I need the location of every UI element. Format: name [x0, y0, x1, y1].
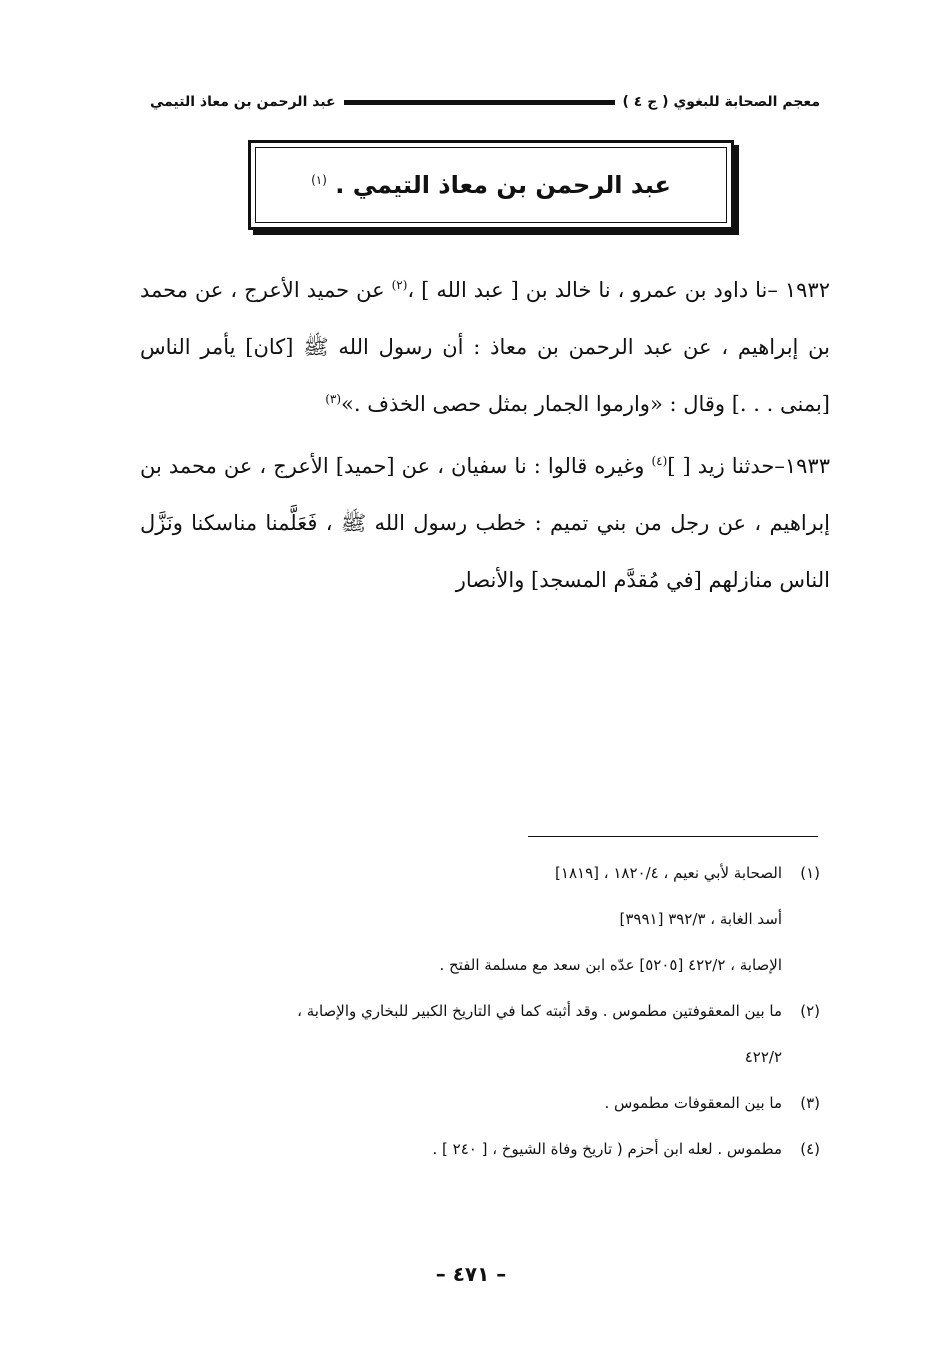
- header-section: عبد الرحمن بن معاذ التيمي: [150, 94, 336, 110]
- footnote-text: الصحابة لأبي نعيم ، ١٨٢٠/٤ ، [١٨١٩]: [555, 864, 782, 882]
- footnote-text: أسد الغابة ، ٣٩٢/٣ [٣٩٩١]: [619, 910, 782, 928]
- footnotes: [96, 850, 820, 1172]
- footnote-rule: [528, 836, 818, 837]
- section-title-box: [248, 140, 734, 230]
- footnote-text: مطموس . لعله ابن أحزم ( تاريخ وفاة الشيوخ ، [ ٢٤٠ ] .: [432, 1140, 782, 1158]
- footnote-text: ما بين المعقوفات مطموس .: [604, 1094, 782, 1112]
- footnote-line: [96, 942, 820, 988]
- footnote-ref-2: (٢): [391, 278, 408, 292]
- hadith-1933: [140, 438, 830, 609]
- page-number: – ٤٧١ –: [435, 1262, 507, 1286]
- footnote-text: الإصابة ، ٤٢٢/٢ [٥٢٠٥] عدّه ابن سعد مع مسلمة الفتح .: [439, 956, 782, 974]
- footnote-number: (٤): [800, 1140, 820, 1158]
- section-title: [311, 171, 671, 199]
- header-book: معجم الصحابة للبغوي: [673, 94, 820, 110]
- footnote-text: ٤٢٢/٢: [744, 1048, 782, 1066]
- header-volume: ( ج ٤ ): [622, 94, 669, 110]
- running-header: [150, 90, 820, 114]
- footnote-line: [96, 988, 820, 1034]
- footnote-ref-3: (٣): [325, 392, 342, 406]
- section-title-note-ref: (١): [311, 173, 327, 187]
- hadith-body: [140, 262, 830, 609]
- hadith-1933-text-b: وغيره قالوا : نا سفيان ، عن [حميد] الأعرج ، عن محمد بن إبراهيم ، عن رجل من بني تميم : خطب رسول الله ﷺ ، فَعَلَّمنا مناسكنا ونَزَّل الناس منازلهم [في مُقدَّم المسجد] والأنصار: [140, 454, 830, 592]
- footnote-line: [96, 1126, 820, 1172]
- footnote-line: [96, 1080, 820, 1126]
- hadith-1932-text-a: ١٩٣٢ –نا داود بن عمرو ، نا خالد بن [ عبد الله ] ،: [407, 278, 830, 302]
- hadith-1932: [140, 262, 830, 433]
- footnote-ref-4: (٤): [651, 454, 668, 468]
- footnote-number: (١): [800, 864, 820, 882]
- section-title-text: عبد الرحمن بن معاذ التيمي .: [335, 171, 671, 199]
- footnote-number: (٣): [800, 1094, 820, 1112]
- footnote-number: (٢): [800, 1002, 820, 1020]
- hadith-1932-text-b: عن حميد الأعرج ، عن محمد بن إبراهيم ، عن عبد الرحمن بن معاذ : أن رسول الله ﷺ [كان] يأمر الناس [بمنى . . .] وقال : «وارموا الجمار بمثل حصى الخذف .»: [140, 278, 830, 416]
- footnote-text: ما بين المعقوفتين مطموس . وقد أثبته كما في التاريخ الكبير للبخاري والإصابة ،: [297, 1002, 782, 1020]
- footnote-line: [96, 896, 820, 942]
- hadith-1933-text-a: ١٩٣٣–حدثنا زيد [ ]: [667, 454, 830, 478]
- footnote-line: [96, 1034, 820, 1080]
- footnote-line: [96, 850, 820, 896]
- header-rule: [344, 100, 615, 105]
- header-book-title: [623, 94, 820, 110]
